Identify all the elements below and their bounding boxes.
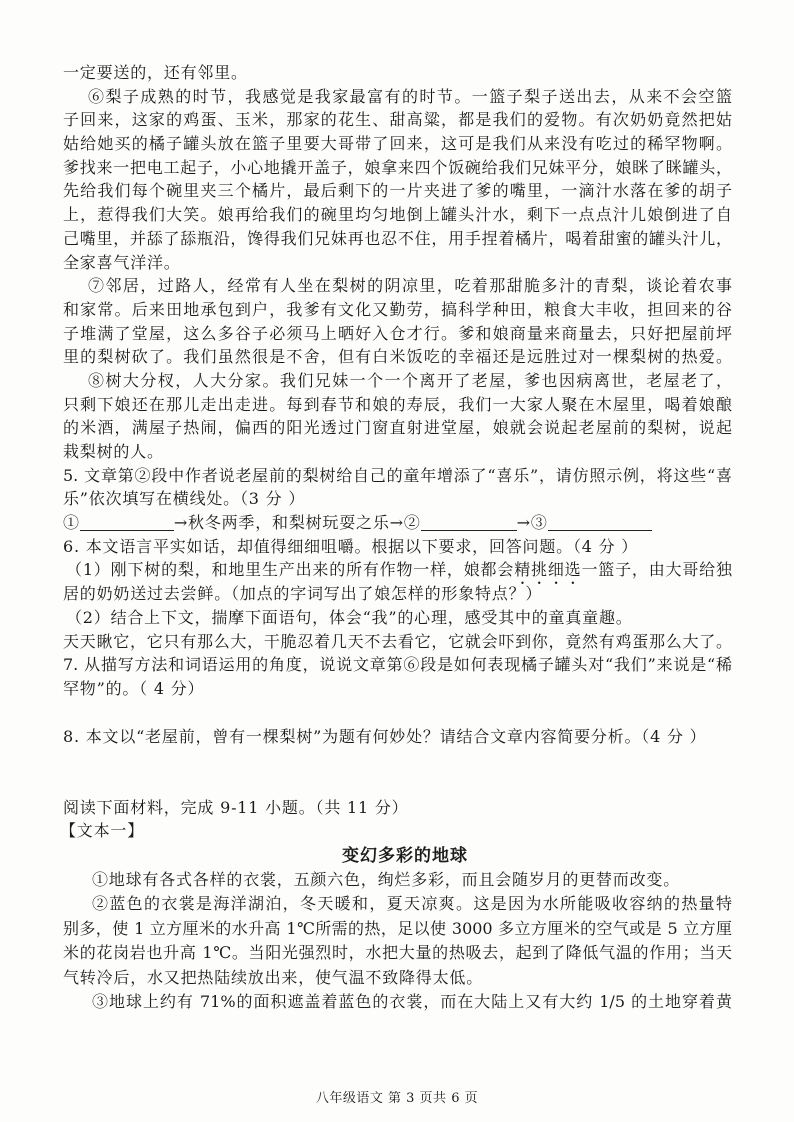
paragraph-6-line: 姑给她买的橘子罐头放在篮子里要大哥带了回来，这可是我们从来没有吃过的稀罕物啊。 [63,134,732,154]
question-7-prompt: 罕物”的。（ 4 分） [63,678,205,698]
question-text: 一篮子，由大哥给独 [581,560,732,580]
paragraph-6-line: 爹找来一把电工起子，小心地撬开盖子，娘拿来四个饭碗给我们兄妹平分，娘眯了眯罐头， [63,157,732,177]
question-6-part-1-line: 居的奶奶送过去尝鲜。（加点的字词写出了娘怎样的形象特点？） [63,584,543,604]
question-7-prompt: 7. 从描写方法和词语运用的角度，说说文章第⑥段是如何表现橘子罐头对“我们”来说是“稀 [63,655,732,675]
paragraph-6-line: 子回来，这家的鸡蛋、玉米，那家的花生、甜高粱，都是我们的爱物。有次奶奶竟然把姑 [63,110,732,130]
article-body [63,868,732,1014]
arrow: → [516,513,531,533]
question-5-prompt: 乐”依次填写在横线处。（3 分 ） [63,489,306,509]
question-6-part-2: （2）结合上下文，揣摩下面语句，体会“我”的心理，感受其中的童真童趣。 [66,607,633,627]
story-line: 一定要送的，还有邻里。 [63,63,248,82]
paragraph-6-line: ⑥梨子成熟的时节，我感觉是我家最富有的时节。一篮子梨子送出去，从来不会空篮 [88,86,732,106]
article-paragraph-2-line: ②蓝色的衣裳是海洋湖泊，冬天暖和，夏天凉爽。这是因为水所能吸收容纳的热量特 [92,894,732,914]
question-8 [63,725,732,749]
question-5-answer-row [63,511,732,535]
paragraph-8-line: 只剩下娘还在那儿走出走进。每到春节和娘的寿辰，我们一大家人聚在木屋里，喝着娘酿 [63,394,732,414]
paragraph-8-line: ⑧树大分杈，人大分家。我们兄妹一个一个离开了老屋，爹也因病离世，老屋老了， [88,370,732,390]
page-footer: 八年级语文 第 3 页共 6 页 [315,1091,479,1106]
article-paragraph-1: ①地球有各式各样的衣裳，五颜六色，绚烂多彩，而且会随岁月的更替而改变。 [92,870,681,889]
question-text: （1）刚下树的梨，和地里生产出来的所有作物一样，娘都会 [66,560,515,580]
example-answer: →秋冬两季，和梨树玩耍之乐→ [173,513,404,533]
emphasized-words: 精挑细选 [514,560,582,580]
paragraph-7-line: 子堆满了堂屋，这么多谷子必须马上晒好入仓才行。爹和娘商量来商量去，只好把屋前坪 [63,323,732,343]
reading-header [60,796,732,842]
paragraph-6-line: 己嘴里，并舔了舔瓶沿，馋得我们兄妹再也忍不住，用手捏着橘片，喝着甜蜜的罐头汁儿， [63,228,732,248]
question-5-prompt: 5. 文章第②段中作者说老屋前的梨树给自己的童年增添了“喜乐”，请仿照示例，将这些“喜 [63,465,732,485]
article-paragraph-2-line: 别多，使 1 立方厘米的水升高 1℃所需的热，足以使 3000 多立方厘米的空气或是 5 立方厘 [63,918,732,938]
paragraph-8-line: 的米酒，满屋子热闹，偏西的阳光透过门窗直射进堂屋，娘就会说起老屋前的梨树，说起 [63,418,732,438]
answer-blank [421,516,517,531]
article-paragraph-2-line: 米的花岗岩也升高 1℃。当阳光强烈时，水把大量的热吸去，起到了降低气温的作用；当天 [63,943,732,963]
article-title: 变幻多彩的地球 [342,846,468,866]
paragraph-7-line: ⑦邻居，过路人，经常有人坐在梨树的阴凉里，吃着那甜脆多汁的青梨，谈论着农事 [88,276,732,296]
article-paragraph-2-line: 气转冷后，水又把热陆续放出来，使气温不致降得太低。 [63,967,484,987]
answer-blank [548,516,652,531]
blank-label: ① [63,513,80,533]
question-6-part-1 [63,558,732,582]
quoted-sentence: 天天瞅它，它只有那么大，干脆忍着几天不去看它，它就会吓到你，竟然有鸡蛋那么大了。 [63,631,732,651]
reading-instruction: 阅读下面材料，完成 9-11 小题。（共 11 分） [63,798,409,817]
text-1-label: 【文本一】 [60,821,145,840]
article-paragraph-3-line: ③地球上约有 71%的面积遮盖着蓝色的衣裳，而在大陆上又有大约 1/5 的土地穿着黄 [92,991,732,1011]
question-6-prompt: 6. 本文语言平实如话，却值得细细咀嚼。根据以下要求，回答问题。（4 分 ） [63,536,639,556]
paragraph-6-line: 上，惹得我们大笑。娘再给我们的碗里均匀地倒上罐头汁水，剩下一点点汁儿娘倒进了自 [63,205,732,225]
paragraph-6-line: 全家喜气洋洋。 [63,252,181,272]
blank-label: ② [403,513,421,533]
paragraph-7-line: 和家常。后来田地承包到户，我爹有文化又勤劳，搞科学种田，粮食大丰收，担回来的谷 [63,299,732,319]
question-8-prompt: 8. 本文以“老屋前，曾有一棵梨树”为题有何妙处？请结合文章内容简要分析。（4 分 ） [63,727,707,746]
paragraph-6-line: 先给我们每个碗里夹三个橘片，最后剩下的一片夹进了爹的嘴里，一滴汁水落在爹的胡子 [63,181,732,201]
blank-label: ③ [530,513,548,533]
story-and-questions [63,61,732,701]
paragraph-8-line: 栽梨树的人。 [63,442,164,461]
answer-blank [80,516,174,531]
paragraph-7-line: 里的梨树砍了。我们虽然很是不舍，但有白米饭吃的幸福还是远胜过对一棵梨树的热爱。 [63,347,732,367]
